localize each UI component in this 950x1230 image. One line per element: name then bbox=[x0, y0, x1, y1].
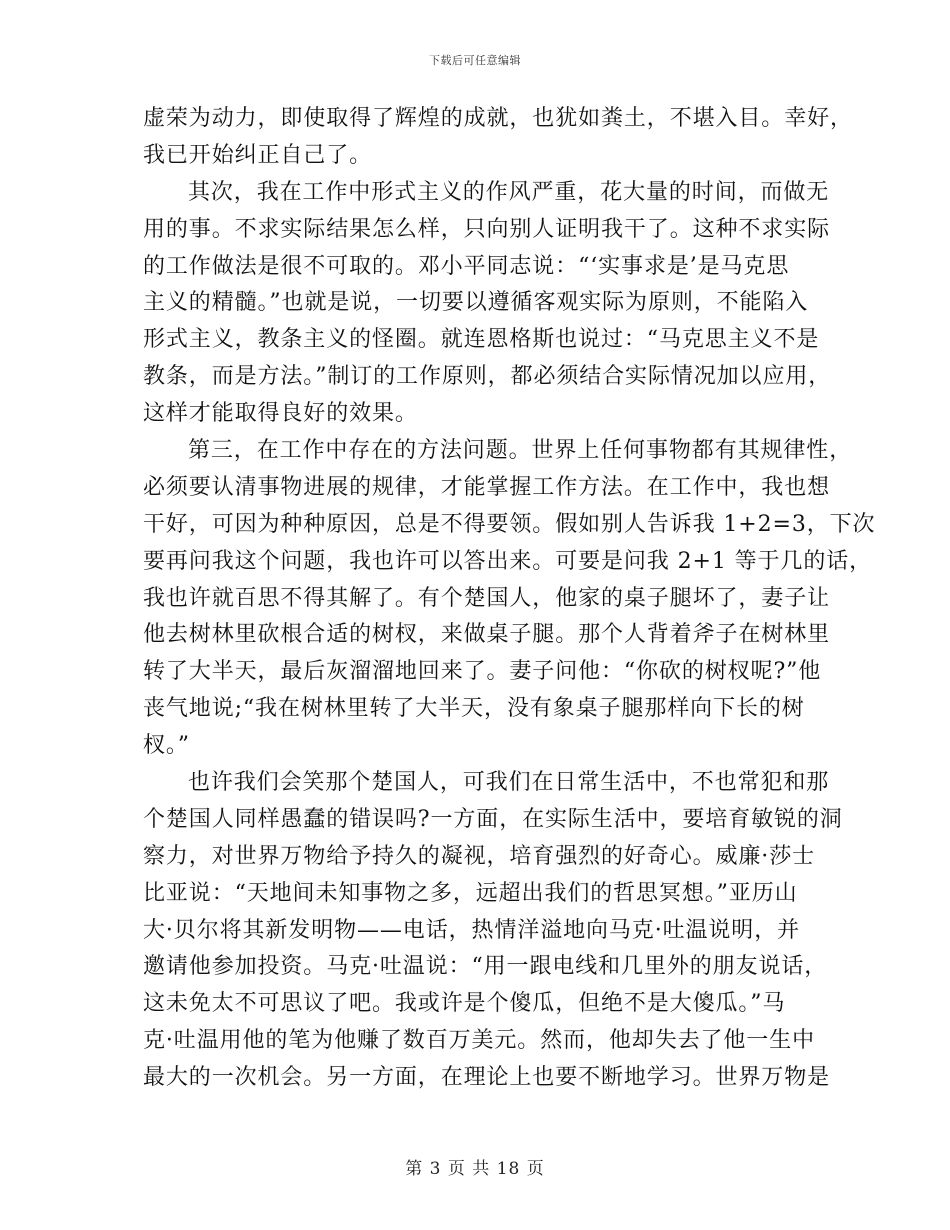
text-line: 的工作做法是很不可取的。邓小平同志说：“‘实事求是’是马克思 bbox=[143, 253, 790, 279]
text-line: 用的事。不求实际结果怎么样，只向别人证明我干了。这种不求实际 bbox=[143, 216, 831, 242]
page-header: 下载后可任意编辑 bbox=[429, 54, 521, 67]
text-line: 克·吐温用他的笔为他赚了数百万美元。然而，他却失去了他一生中 bbox=[143, 1028, 815, 1054]
text-line: 我已开始纠正自己了。 bbox=[143, 142, 373, 168]
document-body bbox=[143, 101, 876, 1097]
text-line: 个楚国人同样愚蠢的错误吗?一方面，在实际生活中，要培育敏锐的洞 bbox=[143, 806, 843, 832]
text-line: 干好，可因为种种原因，总是不得要领。假如别人告诉我 1+2=3，下次 bbox=[143, 511, 876, 537]
text-line: 比亚说：“天地间未知事物之多，远超出我们的哲思冥想。”亚历山 bbox=[143, 880, 798, 906]
page-number-footer: 第 3 页 共 18 页 bbox=[405, 1159, 545, 1179]
text-line: 转了大半天，最后灰溜溜地回来了。妻子问他：“你砍的树杈呢?”他 bbox=[143, 659, 822, 685]
text-line: 最大的一次机会。另一方面，在理论上也要不断地学习。世界万物是 bbox=[143, 1065, 831, 1091]
text-line: 他去树林里砍根合适的树杈，来做桌子腿。那个人背着斧子在树林里 bbox=[143, 622, 831, 648]
text-line: 必须要认清事物进展的规律，才能掌握工作方法。在工作中，我也想 bbox=[143, 474, 831, 500]
text-line: 主义的精髓。”也就是说，一切要以遵循客观实际为原则，不能陷入 bbox=[143, 290, 809, 316]
text-line: 其次，我在工作中形式主义的作风严重，花大量的时间，而做无 bbox=[188, 179, 830, 205]
text-line: 要再问我这个问题，我也许可以答出来。可要是问我 2+1 等于几的话， bbox=[143, 548, 873, 574]
text-line: 大·贝尔将其新发明物——电话，热情洋溢地向马克·吐温说明，并 bbox=[143, 917, 800, 943]
text-line: 教条，而是方法。”制订的工作原则，都必须结合实际情况加以应用， bbox=[143, 364, 832, 390]
text-line: 邀请他参加投资。马克·吐温说：“用一跟电线和几里外的朋友说话， bbox=[143, 954, 828, 980]
text-line: 第三，在工作中存在的方法问题。世界上任何事物都有其规律性， bbox=[188, 438, 853, 464]
text-line: 这样才能取得良好的效果。 bbox=[143, 401, 418, 427]
text-line: 虚荣为动力，即使取得了辉煌的成就，也犹如粪土，不堪入目。幸好， bbox=[143, 106, 853, 131]
text-line: 也许我们会笑那个楚国人，可我们在日常生活中，不也常犯和那 bbox=[188, 770, 830, 796]
text-line: 察力，对世界万物给予持久的凝视，培育强烈的好奇心。威廉·莎士 bbox=[143, 843, 815, 869]
text-line: 我也许就百思不得其解了。有个楚国人，他家的桌子腿坏了，妻子让 bbox=[143, 585, 831, 611]
text-line: 这未免太不可思议了吧。我或许是个傻瓜，但绝不是大傻瓜。”马 bbox=[143, 991, 786, 1017]
text-line: 杈。” bbox=[143, 733, 190, 759]
text-line: 形式主义，教条主义的怪圈。就连恩格斯也说过：“马克思主义不是 bbox=[143, 327, 820, 353]
text-line: 丧气地说;“我在树林里转了大半天，没有象桌子腿那样向下长的树 bbox=[143, 696, 805, 722]
